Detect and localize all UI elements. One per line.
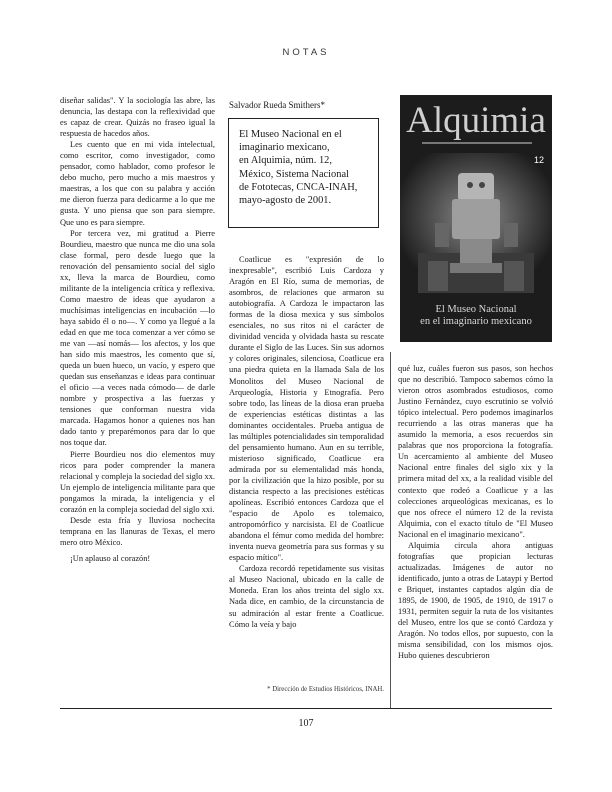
paragraph: Cardoza recordó repetidamente sus visitas al Museo Nacional, ubicado en la calle de Moneda. Eran los años treinta del siglo xx. Nada dice, en cambio, de la circunstancia de su admiración al estar frente a Coatlicue. Cómo la veía y bajo xyxy=(229,564,384,629)
footnote: * Dirección de Estudios Históricos, INAH. xyxy=(267,686,384,693)
reference-line: de Fototecas, CNCA-INAH, xyxy=(239,181,358,193)
cover-issue-number: 12 xyxy=(533,155,544,165)
paragraph: Alquimia circula ahora antiguas fotografías que propician lecturas actualizadas. Imágenes de autor no identificado, junto a otras de Lataypi y Bertod e Briquet, instantes captados algún día de 1895, de 1900, de 1905, de 1910, de 1917 o 1931, permiten seguir la ruta de los visitantes del Museo, entre los que se contó Cardoza y Aragón. No todos ellos, por supuesto, con la misma sensibilidad, con los mismos ojos. Hubo quienes descubrieron xyxy=(398,540,553,661)
coatlicue-statue-photo xyxy=(400,153,552,293)
cover-caption-line: en el imaginario mexicano xyxy=(420,316,532,327)
paragraph: Pierre Bourdieu nos dio elementos muy ricos para poder comprender la manera relacional y compleja la sociedad del siglo xx. Un ejemplo de inteligencia militante para que pongamos la mirada, la inteligencia y el corazón en la compleja sociedad del siglo xxi. xyxy=(60,449,215,514)
reference-line: México, Sistema Nacional xyxy=(239,168,349,180)
paragraph: diseñar salidas". Y la sociología las abre, las denuncia, las destapa con la reflexividad que es capaz de crear. Quizás no fraseo igual la respuesta de hacedos años. xyxy=(60,96,215,139)
footer-rule xyxy=(60,708,552,709)
cover-caption xyxy=(400,304,552,328)
reference-line: en Alquimia, núm. 12, xyxy=(239,155,332,167)
running-header: NOTAS xyxy=(282,47,330,58)
paragraph: Por tercera vez, mi gratitud a Pierre Bourdieu, maestro que nunca me dio una sola clase formal, pero desde luego que la renovación del pensamiento social del siglo xx, lleva la marca de Bourdieu, como militante de la inteligencia crítica y reflexiva. Como maestro de ideas que ayudaron a muchísimas inteligencias en incubación —lo haya sabido él o no—. Y como ya llegué a la edad en que me toca comenzar a ver cómo se me van —así nomás— los afectos, y los que han sido mis maestros, les comento que sí, queda un buen hueco, un vacío, y espero que quedan sus enseñanzas e ideas para continuar el oficio —a veces nada cómodo— de darle nombre y prospectiva a las fuerzas y tensiones que conforman nuestra vida marcada. Hagamos honor a quienes nos han dado tanto y preparémonos para dar lo que nos toque dar. xyxy=(60,228,215,448)
cover-subtitle-rule xyxy=(422,142,532,144)
cover-title: Alquimia xyxy=(406,100,546,141)
magazine-cover-image xyxy=(400,95,552,342)
paragraph: Coatlicue es "expresión de lo inexpresable", escribió Luis Cardoza y Aragón en El Río, suma de memorias, de asombros, de relaciones que armaron su autobiografía. A Cardoza le impactaron las formas de la diosa mexica y sus símbolos esenciales, no sus ritos ni el carácter de divinidad vencida y olvidada hasta su rescate durante el Siglo de las Luces. Sin sus adornos y colores originales, silenciosa, Coatlicue era una piedra quieta en la llamada Sala de los Monolitos del Museo Nacional de Arqueología, Historia y Etnografía. Pero sobre todo, las líneas de la diosa eran prueba de experiencias estéticas distintas a las dominantes occidentales. Prueba antigua de las múltiples potencialidades sin temporalidad del pensamiento humano. Aun en su terrible, misterioso significado, Coatlicue era admirada por su elementalidad más honda, por la civilización que la hizo posible, por su distancia respecto a las precisiones estéticas apolíneas. Escribió entonces Cardoza que el "espacio de Apolo es tolemaico, antropomórfico y narcisista. El de Coatlicue abandona el fémur como medida del hombre: inventa nueva geometría para sus formas y su espacio mítico". xyxy=(229,255,384,563)
reference-box xyxy=(228,118,379,228)
column-divider xyxy=(390,352,391,708)
review-author: Salvador Rueda Smithers* xyxy=(229,100,325,110)
paragraph: ¡Un aplauso al corazón! xyxy=(70,553,151,563)
cover-caption-line: El Museo Nacional xyxy=(435,304,517,315)
page-number: 107 xyxy=(298,718,314,729)
reference-line: mayo-agosto de 2001. xyxy=(239,195,332,207)
reference-line: El Museo Nacional en el xyxy=(239,129,342,140)
paragraph: Les cuento que en mi vida intelectual, como escritor, como investigador, como pensador, como hablador, como profesor le debo mucho, pero mucho a mis maestros y maestras, a los que con su palabra y acción me dieron fuerza para dedicarme a lo que me gusta. Y uno piensa que son para siempre. Que uno es para siempre. xyxy=(60,140,215,227)
reference-line: imaginario mexicano, xyxy=(239,142,330,154)
column-right xyxy=(398,363,553,661)
column-middle xyxy=(229,254,384,630)
paragraph: Desde esta fría y lluviosa nochecita temprana en las llanuras de Texas, el mero mero otro México. xyxy=(60,515,215,547)
paragraph: qué luz, cuáles fueron sus pasos, son hechos que no describió. Tampoco sabemos cómo la vieron otros asombrados estudiosos, como Justino Fernández, cuyo escrutinio se volvió tópico intelectual. Pero podemos imaginarlos recurriendo a las otras maneras que ha asumido la memoria, a esos recuerdos sin palabras que nos proporciona la fotografía. Un acercamiento al ambiente del Museo Nacional entre finales del siglo xix y la primera mitad del xx, a la realidad visible del contexto que rodeó a Coatlicue y a las colecciones arqueológicas mexicanas, es lo que nos ofrece el número 12 de la revista Alquimia, con el exacto título de "El Museo Nacional en el imaginario mexicano". xyxy=(398,364,553,539)
column-left xyxy=(60,95,215,564)
